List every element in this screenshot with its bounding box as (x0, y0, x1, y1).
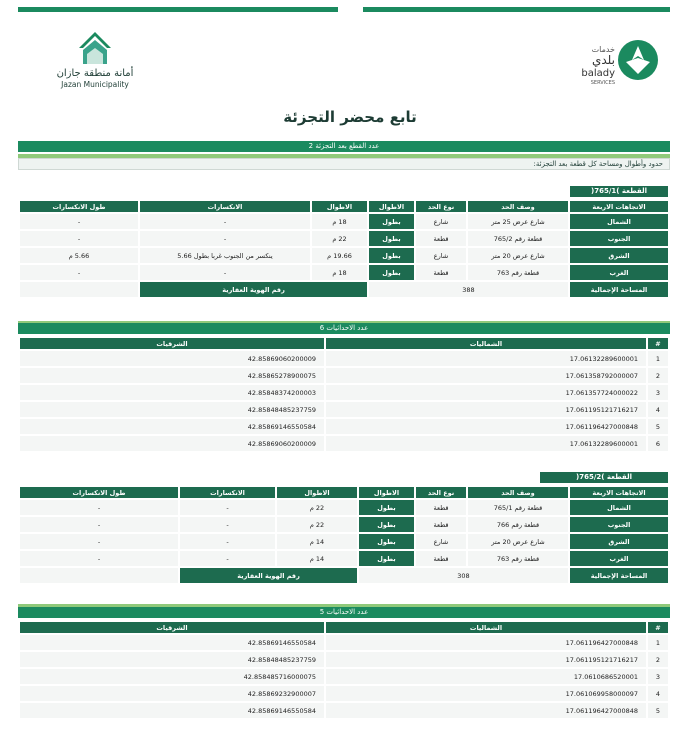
coords2-table (18, 620, 670, 720)
document-title: تابع محضر التجزئة (283, 108, 417, 126)
table-row: 1 17.061196427000848 42.85869146550584 (20, 635, 668, 650)
pieces-count-band: عدد القطع بعد التجزئة 2 (18, 141, 670, 152)
balady-logo (560, 38, 670, 88)
balady-ar: بلدي (591, 53, 615, 67)
parcel2-label: القطعة )765/2( (540, 472, 668, 483)
table-row: 5 17.061196427000848 42.85869146550584 (20, 703, 668, 718)
table-header-row: الاتجاهات الاربعة وصف الحد نوع الحد الاطوال الاطوال الانكسارات طول الانكسارات (20, 487, 668, 498)
jazan-municipality-logo (35, 30, 155, 92)
balady-en: balady (581, 68, 615, 79)
table-header-row (20, 201, 668, 212)
area-row (20, 282, 668, 297)
col-lengths-value: الاطوال (312, 201, 367, 212)
table-row: الغرب قطعة رقم 763 قطعة بطول 14 م - - (20, 551, 668, 566)
bounds-caption: حدود وأطوال ومساحة كل قطعة بعد التجزئة: (18, 158, 670, 170)
table-row: الشمال قطعة رقم 765/1 قطعة بطول 22 م - - (20, 500, 668, 515)
area-label: المساحة الإجمالية (570, 568, 668, 583)
parcel1-table (18, 199, 670, 299)
area-row (20, 568, 668, 583)
table-row: الشرق شارع عرض 20 متر شارع بطول 19.66 م ينكسر من الجنوب غربا بطول 5.66 5.66 م (20, 248, 668, 263)
table-row: 2 17.061195121716217 42.85848485237759 (20, 652, 668, 667)
table-header-row: # الشماليات الشرقيات (20, 338, 668, 349)
area-label: المساحة الإجمالية (570, 282, 668, 297)
area-value: 308 (359, 568, 568, 583)
table-row: الجنوب قطعة رقم 766 قطعة بطول 22 م - - (20, 517, 668, 532)
top-accent-bar (18, 7, 670, 12)
col-boundary-type: نوع الحد (416, 201, 466, 212)
coords1-band: عدد الاحداثيات 6 (18, 323, 670, 334)
col-breaks: الانكسارات (140, 201, 310, 212)
col-lengths: الاطوال (369, 201, 414, 212)
table-row: 5 17.061196427000848 42.85869146550584 (20, 419, 668, 434)
area-value: 388 (369, 282, 568, 297)
balady-en-small: SERVICES (590, 80, 615, 86)
table-row: 4 17.061195121716217 42.85848485237759 (20, 402, 668, 417)
table-row: 3 17.0610686520001 42.858485716000075 (20, 669, 668, 684)
table-row: الشمال شارع عرض 25 متر شارع بطول 18 م - - (20, 214, 668, 229)
property-id-label: رقم الهوية العقارية (140, 282, 367, 297)
parcel1-label: القطعة )765/1( (570, 186, 668, 197)
table-row: الشرق شارع عرض 20 متر شارع بطول 14 م - - (20, 534, 668, 549)
col-break-lengths: طول الانكسارات (20, 201, 138, 212)
table-row: 3 17.061357724000022 42.85848374200003 (20, 385, 668, 400)
table-row: 2 17.061358792000007 42.85865278900075 (20, 368, 668, 383)
balady-small-ar: خدمات (591, 45, 615, 54)
property-id-label: رقم الهوية العقارية (180, 568, 357, 583)
parcel2-table (18, 485, 670, 585)
coords1-table (18, 336, 670, 453)
table-row: الجنوب قطعة رقم 765/2 قطعة بطول 22 م - - (20, 231, 668, 246)
coords2-band: عدد الاحداثيات 5 (18, 607, 670, 618)
table-header-row: # الشماليات الشرقيات (20, 622, 668, 633)
col-directions: الاتجاهات الاربعة (570, 201, 668, 212)
col-boundary-desc: وصف الحد (468, 201, 568, 212)
table-row: 4 17.061069958000097 42.85869232900007 (20, 686, 668, 701)
table-row: الغرب قطعة رقم 763 قطعة بطول 18 م - - (20, 265, 668, 280)
table-row: 6 17.06132289600001 42.85869060200009 (20, 436, 668, 451)
jazan-en: Jazan Municipality (61, 80, 129, 89)
table-row: 1 17.06132289600001 42.85869060200009 (20, 351, 668, 366)
jazan-ar: أمانة منطقة جازان (56, 68, 134, 79)
